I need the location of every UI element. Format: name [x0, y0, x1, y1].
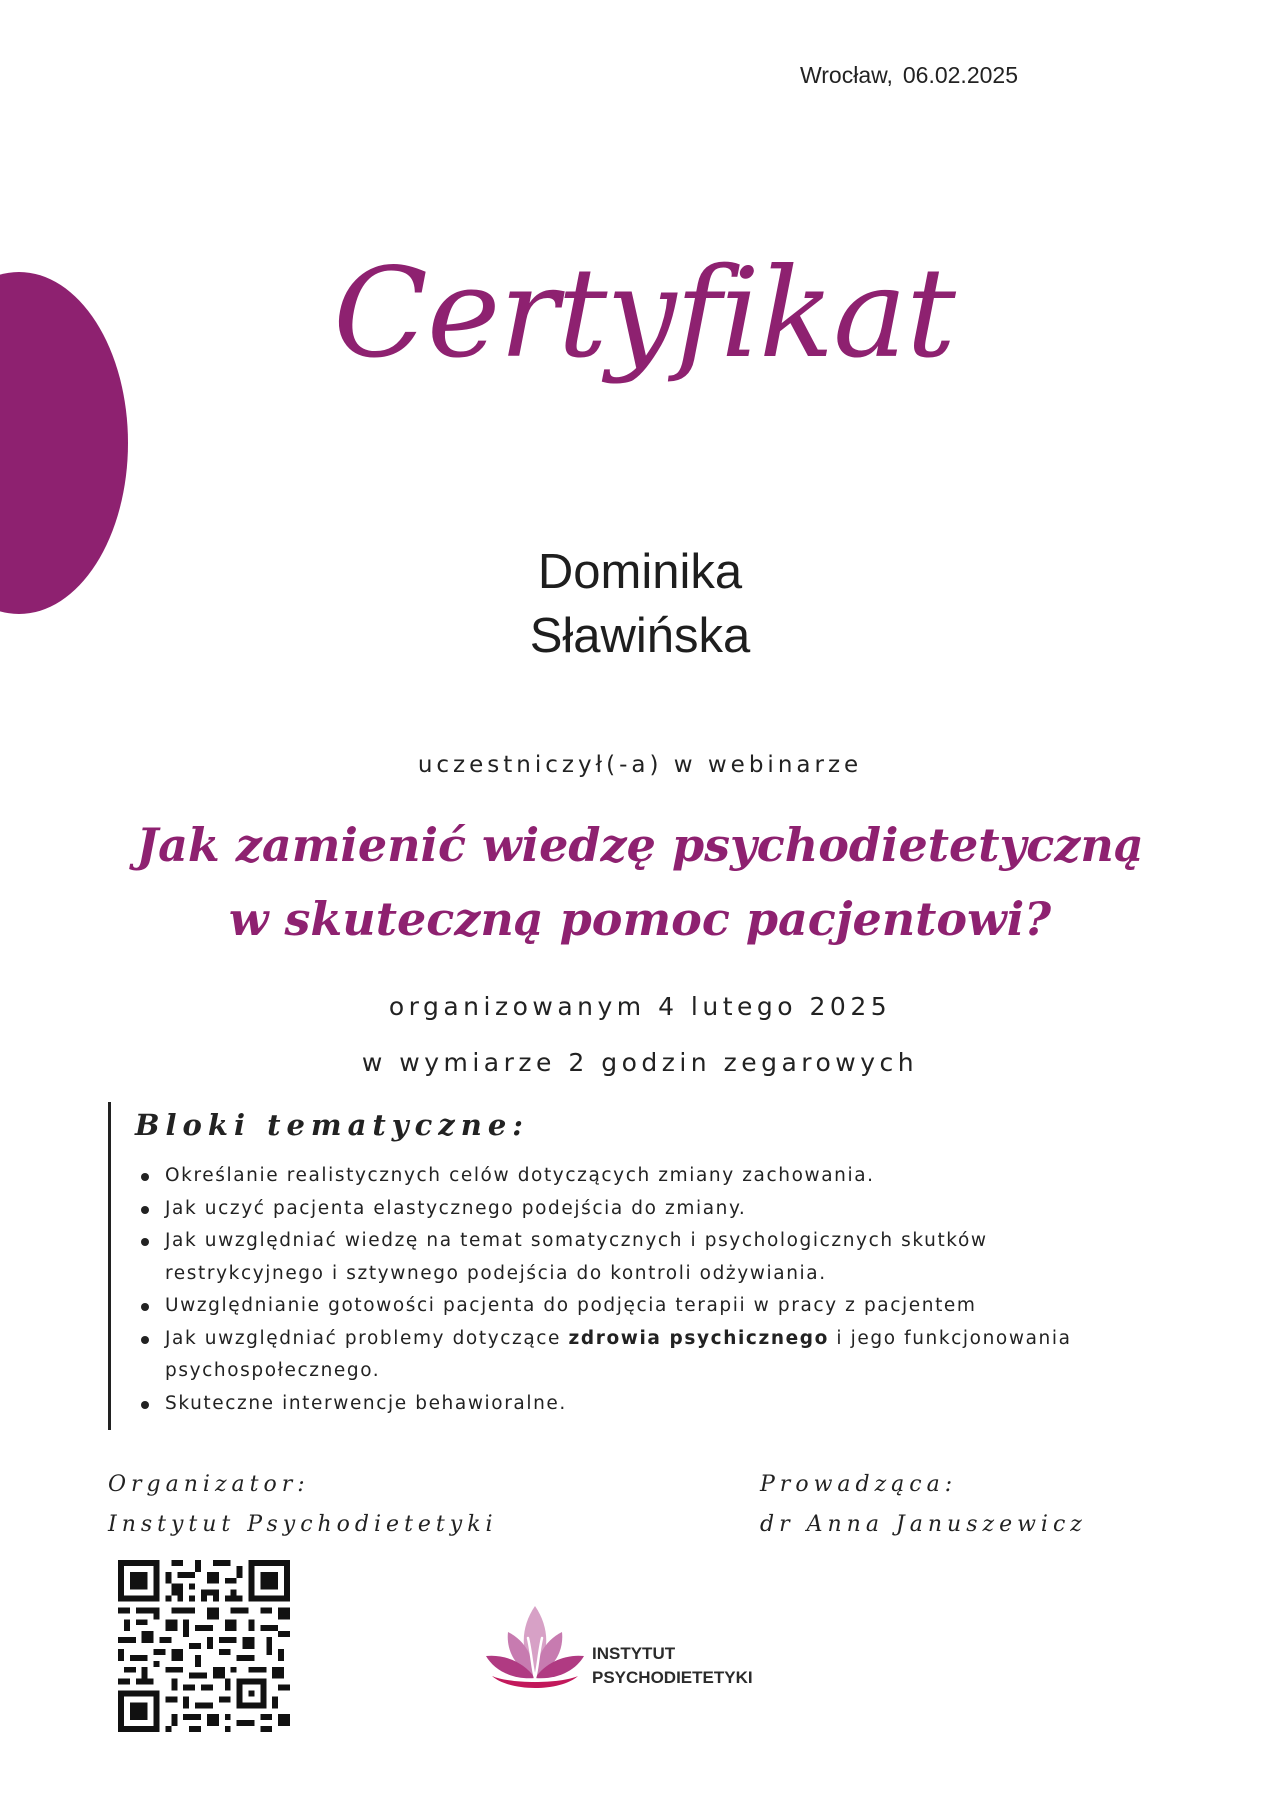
place: Wrocław, [799, 62, 893, 88]
institute-logo [480, 1598, 800, 1698]
webinar-title-line-1: Jak zamienić wiedzę psychodietetyczną [136, 818, 1144, 872]
logo-line-2: PSYCHODIETETYKI [592, 1668, 753, 1687]
participation-text: uczestniczył(-a) w webinarze [417, 752, 863, 778]
webinar-duration: w wymiarze 2 godzin zegarowych [361, 1048, 919, 1077]
recipient-last-name: Sławińska [529, 609, 751, 663]
webinar-date: organizowanym 4 lutego 2025 [388, 992, 892, 1021]
lecturer-signature [760, 1465, 1087, 1545]
logo-text [592, 1642, 753, 1690]
lecturer-name: dr Anna Januszewicz [760, 1512, 1087, 1537]
organizer-signature [108, 1465, 498, 1545]
topic-item: Uwzględnianie gotowości pacjenta do podjęcia terapii w pracy z pacjentem [165, 1290, 1118, 1323]
topic-item: Skuteczne interwencje behawioralne. [165, 1388, 1118, 1421]
topic-list [135, 1160, 1118, 1420]
organizer-name: Instytut Psychodietetyki [108, 1512, 498, 1537]
topic-item: Jak uczyć pacjenta elastycznego podejścia do zmiany. [165, 1193, 1118, 1226]
webinar-title-line-2: w skuteczną pomoc pacjentowi? [228, 892, 1052, 946]
topic-emphasis: zdrowia psychicznego [568, 1327, 829, 1349]
logo-line-1: INSTYTUT [592, 1644, 676, 1663]
topic-item: Określanie realistycznych celów dotyczących zmiany zachowania. [165, 1160, 1118, 1193]
recipient-name [0, 540, 1280, 668]
place-date [800, 62, 1018, 89]
topic-blocks [108, 1102, 1118, 1430]
qr-code-icon[interactable] [118, 1560, 290, 1732]
recipient-first-name: Dominika [537, 545, 743, 599]
topic-blocks-heading: Bloki tematyczne: [135, 1108, 530, 1142]
certificate-title: Certyfikat [333, 242, 955, 386]
topic-item: Jak uwzględniać wiedzę na temat somatycznych i psychologicznych skutków restrykcyjnego i sztywnego podejścia do kontroli odżywiania. [165, 1225, 1118, 1290]
issue-date: 06.02.2025 [902, 62, 1018, 88]
topic-item: Jak uwzględniać problemy dotyczące zdrowia psychicznego i jego funkcjonowania psychospołecznego. [165, 1323, 1118, 1388]
lotus-logo-icon [480, 1598, 590, 1698]
webinar-title [0, 808, 1280, 956]
organizer-label: Organizator: [108, 1472, 310, 1497]
lecturer-label: Prowadząca: [760, 1472, 958, 1497]
